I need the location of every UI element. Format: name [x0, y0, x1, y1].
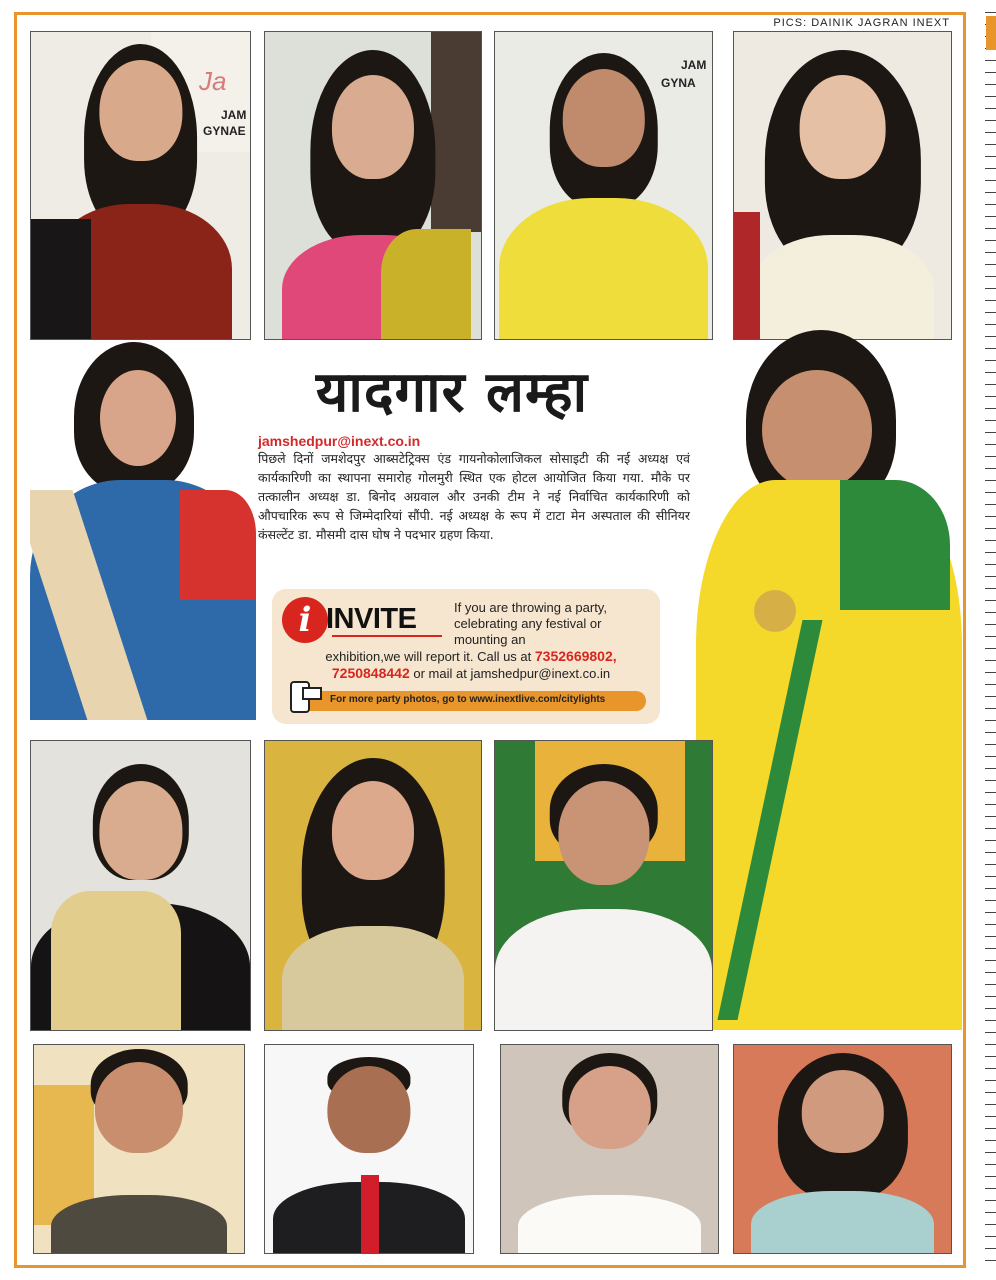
cutout-woman-blue-saree[interactable]: [30, 340, 256, 720]
photo-woman-teal-dupatta[interactable]: [733, 1044, 952, 1254]
photo-woman-pink-saree[interactable]: [264, 31, 482, 340]
page-edge-ruler: [985, 12, 996, 1268]
photo-man-glasses-white-shirt[interactable]: [494, 740, 713, 1031]
photo-woman-glasses[interactable]: [733, 31, 952, 340]
contact-email[interactable]: jamshedpur@inext.co.in: [258, 433, 421, 449]
backdrop-text: JAM: [221, 108, 247, 122]
photo-woman-red-saree[interactable]: [30, 31, 251, 340]
invite-link-text: For more party photos, go to www.inextlive.com/citylights: [330, 694, 606, 705]
invite-logo-icon: i: [282, 597, 328, 643]
photo-man-beard[interactable]: [33, 1044, 245, 1254]
photo-man-red-tie[interactable]: [264, 1044, 474, 1254]
article-body: पिछले दिनों जमशेदपुर आब्सटेट्रिक्स एंड गायनोकोलाजिकल सोसाइटी की नई अध्यक्ष एवं कार्यकारिणी का स्थापना समारोह गोलमुरी स्थित एक होटल आयोजित किया गया. मौके पर तत्कालीन अध्यक्ष डा. बिनोद अग्रवाल और उनकी टीम ने नई निर्वाचित कार्यकारिणी को औपचारिक रूप से जिम्मेदारियां सौंपी. नई अध्यक्ष के रूप में टाटा मेन अस्पताल की सीनियर कंसल्टेंट डा. मौसमी दास घोष ने पदभार ग्रहण किया.: [258, 451, 690, 542]
invite-text-contact: exhibition,we will report it. Call us at 7352669802, 7250848442 or mail at jamshedpur@inext.co.in: [325, 648, 617, 681]
backdrop-text: GYNAE: [203, 124, 246, 138]
invite-text-intro: If you are throwing a party, celebrating any festival or mounting an: [454, 600, 607, 647]
backdrop-text: Ja: [199, 66, 227, 96]
invite-phone-2[interactable]: 7250848442: [331, 665, 410, 681]
page-title: यादगार लम्हा: [315, 360, 589, 425]
invite-logo-text: INVITE: [326, 603, 417, 635]
invite-underline: [332, 635, 442, 637]
page-edge-marker: [986, 16, 996, 50]
invite-link-bar[interactable]: [294, 691, 646, 711]
invite-phone-1[interactable]: 7352669802,: [534, 648, 617, 664]
cutout-woman-yellow-saree-medal[interactable]: [690, 330, 966, 1030]
photo-woman-green-kurta[interactable]: [264, 740, 482, 1031]
photo-credit: PICS: DAINIK JAGRAN INEXT: [773, 17, 950, 29]
photo-woman-yellow-kurta[interactable]: [494, 31, 713, 340]
photo-woman-gold-dupatta[interactable]: [30, 740, 251, 1031]
backdrop-text: GYNA: [661, 76, 696, 90]
photo-woman-white-top[interactable]: [500, 1044, 719, 1254]
invite-box: [272, 589, 660, 724]
backdrop-text: JAM: [681, 58, 707, 72]
mail-icon: [302, 687, 322, 700]
